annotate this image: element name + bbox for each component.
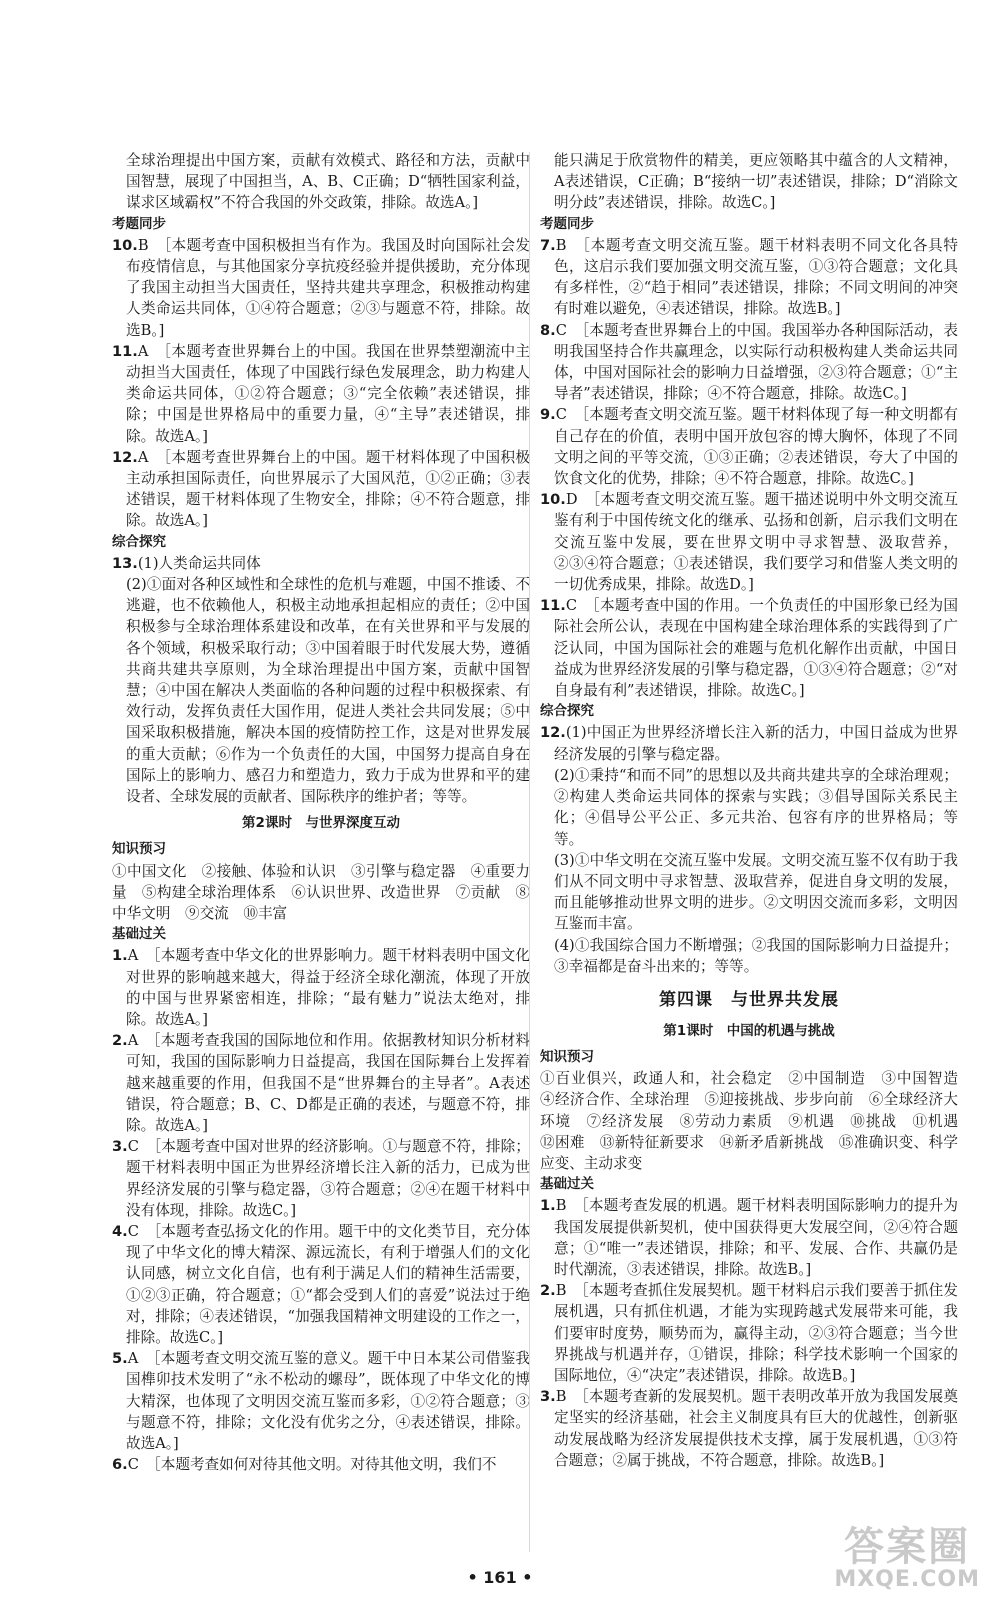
paragraph: (4)①我国综合国力不断增强；②我国的国际影响力日益提升；③幸福都是奋斗出来的；等等。 <box>554 936 958 975</box>
lesson-title: 第四课 与世界共发展 <box>659 989 839 1010</box>
paragraph: (2)①面对各种区域性和全球性的危机与难题，中国不推诿、不逃避，也不依赖他人，积极主动地承担起相应的责任；②中国积极参与全球治理体系建设和改革，在有关世界和平与发展的各个领域，积极采取行动；③中国着眼于时代发展大势，遵循共商共建共享原则，为全球治理提出中国方案，贡献中国智慧；④中国在解决人类面临的各种问题的过程中积极探索、有效行动，发挥负责任大国作用，促进人类社会共同发展；⑤中国采取积极措施，解决本国的疫情防控工作，这是对世界发展的重大贡献；⑥作为一个负责任的大国，中国努力提高自身在国际上的影响力、感召力和塑造力，致力于成为世界和平的建设者、全球发展的贡献者、国际秩序的维护者；等等。 <box>126 576 530 806</box>
answer-item: 6.C ［本题考查如何对待其他文明。对待其他文明，我们不 <box>112 1456 497 1474</box>
section-heading: 基础过关 <box>540 1176 594 1193</box>
answer-item: 2.A ［本题考查我国的国际地位和作用。依据教材知识分析材料可知，我国的国际影响力日益提高，我国在国际舞台上发挥着越来越重要的作用，但我国不是“世界舞台的主导者”。A表述错误，符合题意；B、C、D都是正确的表述，与题意不符，排除。故选A。] <box>112 1032 530 1134</box>
answer-item: 3.C ［本题考查中国对世界的经济影响。①与题意不符，排除；题干材料表明中国正为世界经济增长注入新的活力，已成为世界经济发展的引擎与稳定器，③符合题意；②④在题干材料中没有体现，排除。故选C。] <box>112 1138 530 1219</box>
section-heading: 基础过关 <box>112 926 166 943</box>
section-heading: 知识预习 <box>540 1048 594 1065</box>
watermark-url: MXQE.COM <box>834 1567 980 1592</box>
section-heading: 考题同步 <box>112 215 166 232</box>
paragraph: 能只满足于欣赏物件的精美，更应领略其中蕴含的人文精神，A表述错误，C正确；B“接纳一切”表述错误，排除；D“消除文明分歧”表述错误，排除。故选C。] <box>554 152 958 212</box>
section-heading: 知识预习 <box>112 841 166 858</box>
answer-item: 5.A ［本题考查文明交流互鉴的意义。题干中日本某公司借鉴我国榫卯技术发明了“永不松动的螺母”，既体现了中华文化的博大精深，也体现了文明因交流互鉴而多彩，①②符合题意；③与题意不符，排除；文化没有优劣之分，④表述错误，排除。故选A。] <box>112 1350 530 1452</box>
answer-item: 11.C ［本题考查中国的作用。一个负责任的中国形象已经为国际社会所公认，表现在中国构建全球治理体系的实践得到了广泛认同，中国为国际社会的难题与危机化解作出贡献，中国日益成为世界经济发展的引擎与稳定器，①③④符合题意；②“对自身最有利”表述错误，排除。故选C。] <box>540 597 958 700</box>
lesson-subtitle: 第1课时 中国的机遇与挑战 <box>663 1022 835 1039</box>
left-column <box>112 150 530 1475</box>
answer-item: 12.(1)中国正为世界经济增长注入新的活力，中国日益成为世界经济发展的引擎与稳定器。 <box>540 724 958 763</box>
answer-item: 8.C ［本题考查世界舞台上的中国。我国举办各种国际活动，表明我国坚持合作共赢理念，以实际行动积极构建人类命运共同体，中国对国际社会的影响力日益增强，②③符合题意；①“主导者”表述错误，排除；④不符合题意，排除。故选C。] <box>540 321 958 403</box>
answer-item: 1.B ［本题考查发展的机遇。题干材料表明国际影响力的提升为我国发展提供新契机，使中国获得更大发展空间，②④符合题意；①“唯一”表述错误，排除；和平、发展、合作、共赢仍是时代潮流，③表述错误，排除。故选B。] <box>540 1197 958 1278</box>
section-heading: 考题同步 <box>540 215 594 232</box>
preview-answers: ①百业俱兴，政通人和，社会稳定 ②中国制造 ③中国智造 ④经济合作、全球治理 ⑤迎接挑战、步步向前 ⑥全球经济大环境 ⑦经济发展 ⑧劳动力素质 ⑨机遇 ⑩挑战 ⑪机遇 ⑫困难 ⑬新特征新要求 ⑭新矛盾新挑战 ⑮准确识变、科学应变、主动求变 <box>540 1070 973 1172</box>
answer-item: 11.A ［本题考查世界舞台上的中国。我国在世界禁塑潮流中主动担当大国责任，体现了中国践行绿色发展理念，助力构建人类命运共同体，①②符合题意；③“完全依赖”表述错误，排除；中国是世界格局中的重要力量，④“主导”表述错误，排除。故选A。] <box>112 342 530 445</box>
answer-item: 2.B ［本题考查抓住发展契机。题干材料启示我们要善于抓住发展机遇，只有抓住机遇，才能为实现跨越式发展带来可能，我们要审时度势，顺势而为，赢得主动，②③符合题意；当今世界挑战与机遇并存，①错误，排除；科学技术影响一个国家的国际地位，④“决定”表述错误，排除。故选B。] <box>540 1282 958 1384</box>
section-heading: 综合探究 <box>112 533 166 550</box>
right-column <box>540 150 973 1471</box>
answer-item: 7.B ［本题考查文明交流互鉴。题干材料表明不同文化各具特色，这启示我们要加强文明交流互鉴，①③符合题意；文化具有多样性，②“趋于相同”表述错误，排除；不同文明间的冲突有时难以避免，④表述错误，排除。故选B。] <box>540 236 958 318</box>
preview-answers: ①中国文化 ②接触、体验和认识 ③引擎与稳定器 ④重要力量 ⑤构建全球治理体系 ⑥认识世界、改造世界 ⑦贡献 ⑧中华文明 ⑨交流 ⑩丰富 <box>112 862 530 922</box>
paragraph: 全球治理提出中国方案，贡献有效模式、路径和方法，贡献中国智慧，展现了中国担当，A、B、C正确；D“牺牲国家利益，谋求区域霸权”不符合我国的外交政策，排除。故选A。] <box>126 152 530 212</box>
watermark-text: 答案圈 <box>844 1524 971 1570</box>
answer-item: 10.D ［本题考查文明交流互鉴。题干描述说明中外文明交流互鉴有利于中国传统文化的继承、弘扬和创新，启示我们文明在交流互鉴中发展，要在世界文明中寻求智慧、汲取营养，②③④符合题意；①表述错误，我们要学习和借鉴人类文明的一切优秀成果，排除。故选D。] <box>540 491 958 594</box>
answer-item: 9.C ［本题考查文明交流互鉴。题干材料体现了每一种文明都有自己存在的价值，表明中国开放包容的博大胸怀，体现了不同文明之间的平等交流，①③正确；②表述错误，夸大了中国的饮食文化的优势，排除；④不符合题意，排除。故选C。] <box>540 406 958 488</box>
answer-item: 4.C ［本题考查弘扬文化的作用。题干中的文化类节目，充分体现了中华文化的博大精深、源远流长，有利于增强人们的文化认同感，树立文化自信，也有利于满足人们的精神生活需要，①②③正确，符合题意；①“都会受到人们的喜爱”说法过于绝对，排除；④表述错误，“加强我国精神文明建设的工作之一，排除。故选C。] <box>112 1222 530 1346</box>
answer-item: 13.(1)人类命运共同体 <box>112 554 261 572</box>
answer-item: 3.B ［本题考查新的发展契机。题干表明改革开放为我国发展奠定坚实的经济基础，社会主义制度具有巨大的优越性，创新驱动发展战略为经济发展提供技术支撑，属于发展机遇，①③符合题意；②属于挑战，不符合题意，排除。故选B。] <box>540 1388 958 1469</box>
answer-item: 10.B ［本题考查中国积极担当有作为。我国及时向国际社会发布疫情信息，与其他国家分享抗疫经验并提供援助，充分体现了我国主动担当大国责任，坚持共建共享理念，积极推动构建人类命运共同体，①④符合题意；②③与题意不符，排除。故选B。] <box>112 236 530 339</box>
answer-item: 12.A ［本题考查世界舞台上的中国。题干材料体现了中国积极主动承担国际责任，向世界展示了大国风范，①②正确；③表述错误，题干材料体现了生物安全，排除；④不符合题意，排除。故选A。] <box>112 448 530 530</box>
column-divider <box>529 152 530 1552</box>
paragraph: (3)①中华文明在交流互鉴中发展。文明交流互鉴不仅有助于我们从不同文明中寻求智慧、汲取营养，促进自身文明的发展，而且能够推动世界文明的进步。②文明因交流而多彩，文明因互鉴而丰富。 <box>554 851 958 933</box>
watermark-logo <box>834 1526 980 1592</box>
page-number: • 161 • <box>467 1568 533 1587</box>
paragraph: (2)①秉持“和而不同”的思想以及共商共建共享的全球治理观；②构建人类命运共同体的探索与实践；③倡导国际关系民主化；④倡导公平公正、多元共治、包容有序的世界格局；等等。 <box>554 766 958 848</box>
answer-item: 1.A ［本题考查中华文化的世界影响力。题干材料表明中国文化对世界的影响越来越大，得益于经济全球化潮流，体现了开放的中国与世界紧密相连，排除；“最有魅力”说法太绝对，排除。故选A。] <box>112 947 530 1028</box>
section-heading: 综合探究 <box>540 703 594 720</box>
lesson-subtitle: 第2课时 与世界深度互动 <box>242 815 400 832</box>
